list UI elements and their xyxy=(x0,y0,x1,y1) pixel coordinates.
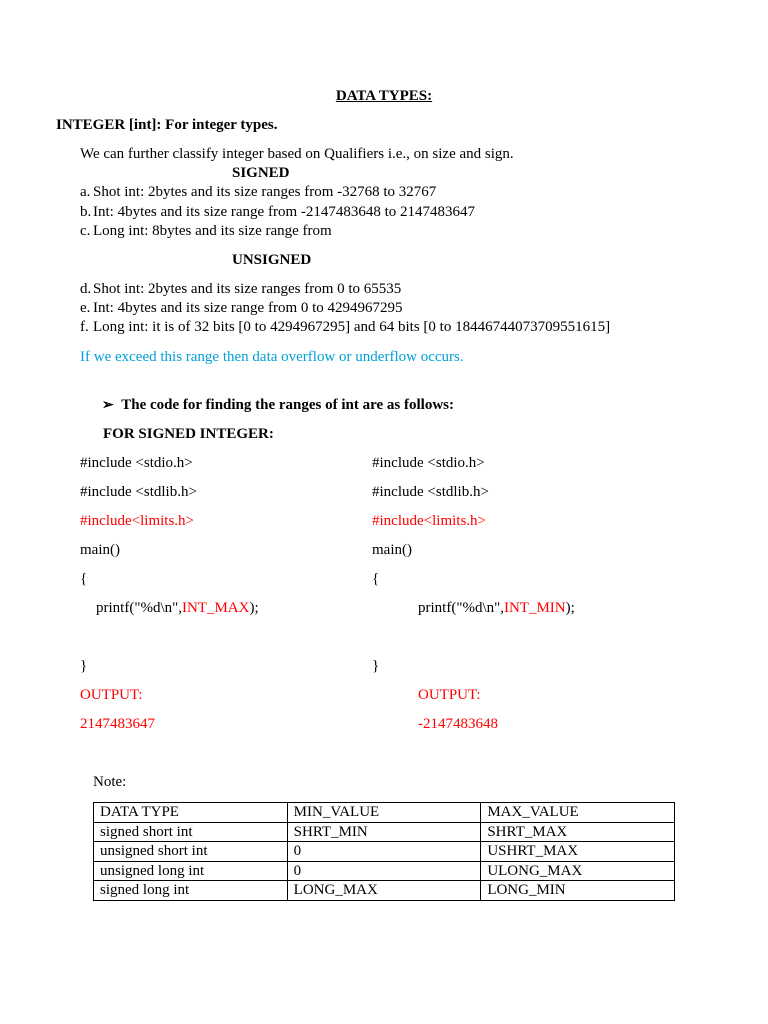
table-cell: signed long int xyxy=(94,881,288,901)
list-marker: b. xyxy=(80,204,92,220)
list-marker: f. xyxy=(80,319,89,335)
code-line-include-stdio: #include <stdio.h> xyxy=(372,455,485,471)
table-cell: MAX_VALUE xyxy=(481,803,675,823)
code-line-include-stdlib: #include <stdlib.h> xyxy=(372,484,489,500)
table-cell: unsigned long int xyxy=(94,861,288,881)
list-marker: e. xyxy=(80,300,91,316)
code-line-close-brace: } xyxy=(372,658,380,674)
code-line-include-stdlib: #include <stdlib.h> xyxy=(80,484,197,500)
output-value: -2147483648 xyxy=(418,716,498,732)
code-line-include-limits: #include<limits.h> xyxy=(372,513,486,529)
code-line-close-brace: } xyxy=(80,658,88,674)
list-item xyxy=(80,183,436,201)
list-text: Shot int: 2bytes and its size ranges from -32768 to 32767 xyxy=(93,184,437,200)
list-text: Int: 4bytes and its size range from 0 to 4294967295 xyxy=(93,300,403,316)
table-header-row xyxy=(94,803,675,823)
output-value: 2147483647 xyxy=(80,716,155,732)
output-label: OUTPUT: xyxy=(418,687,481,703)
list-item xyxy=(80,203,475,221)
table-row xyxy=(94,822,675,842)
page-title: DATA TYPES: xyxy=(335,88,433,104)
table-cell: SHRT_MAX xyxy=(481,822,675,842)
list-item xyxy=(80,222,332,240)
list-item xyxy=(80,318,610,336)
output-label: OUTPUT: xyxy=(80,687,143,703)
table-cell: LONG_MAX xyxy=(287,881,481,901)
table-cell: unsigned short int xyxy=(94,842,288,862)
table-row xyxy=(94,842,675,862)
limits-table xyxy=(93,802,675,901)
arrow-bullet-icon: ➢ xyxy=(102,398,114,413)
intro-paragraph: We can further classify integer based on Qualifiers i.e., on size and sign. xyxy=(80,146,514,162)
code-line-open-brace: { xyxy=(372,571,380,587)
code-line-printf xyxy=(96,599,259,617)
table-cell: LONG_MIN xyxy=(481,881,675,901)
printf-close: ); xyxy=(565,600,575,616)
printf-call: printf("%d\n", xyxy=(418,600,504,616)
overflow-note: If we exceed this range then data overflow or underflow occurs. xyxy=(80,349,464,365)
table-cell: signed short int xyxy=(94,822,288,842)
table-row xyxy=(94,881,675,901)
table-cell: ULONG_MAX xyxy=(481,861,675,881)
table-cell: 0 xyxy=(287,861,481,881)
table-cell: USHRT_MAX xyxy=(481,842,675,862)
code-line-main: main() xyxy=(80,542,120,558)
printf-close: ); xyxy=(249,600,259,616)
note-label: Note: xyxy=(93,774,127,790)
list-text: Int: 4bytes and its size range from -2147483648 to 2147483647 xyxy=(93,204,476,220)
list-text: Long int: 8bytes and its size range from xyxy=(93,223,332,239)
list-marker: c. xyxy=(80,223,91,239)
list-marker: d. xyxy=(80,281,92,297)
int-min-constant: INT_MIN xyxy=(503,600,566,616)
unsigned-heading: UNSIGNED xyxy=(232,252,312,268)
signed-heading: SIGNED xyxy=(232,165,290,181)
code-line-main: main() xyxy=(372,542,412,558)
integer-heading: INTEGER [int]: For integer types. xyxy=(56,117,278,133)
list-marker: a. xyxy=(80,184,91,200)
table-row xyxy=(94,861,675,881)
table-cell: MIN_VALUE xyxy=(287,803,481,823)
code-line-open-brace: { xyxy=(80,571,88,587)
signed-int-heading: FOR SIGNED INTEGER: xyxy=(103,426,274,442)
list-item xyxy=(80,280,401,298)
bullet-text: The code for finding the ranges of int are as follows: xyxy=(121,397,455,413)
code-line-printf xyxy=(418,599,575,617)
printf-call: printf("%d\n", xyxy=(96,600,182,616)
list-text: Shot int: 2bytes and its size ranges from 0 to 65535 xyxy=(93,281,402,297)
code-line-include-limits: #include<limits.h> xyxy=(80,513,194,529)
table-cell: 0 xyxy=(287,842,481,862)
code-line-include-stdio: #include <stdio.h> xyxy=(80,455,193,471)
table-cell: DATA TYPE xyxy=(94,803,288,823)
list-text: Long int: it is of 32 bits [0 to 4294967295] and 64 bits [0 to 18446744073709551615] xyxy=(93,319,611,335)
table-cell: SHRT_MIN xyxy=(287,822,481,842)
bullet-item xyxy=(102,396,454,415)
list-item xyxy=(80,299,403,317)
int-max-constant: INT_MAX xyxy=(181,600,250,616)
